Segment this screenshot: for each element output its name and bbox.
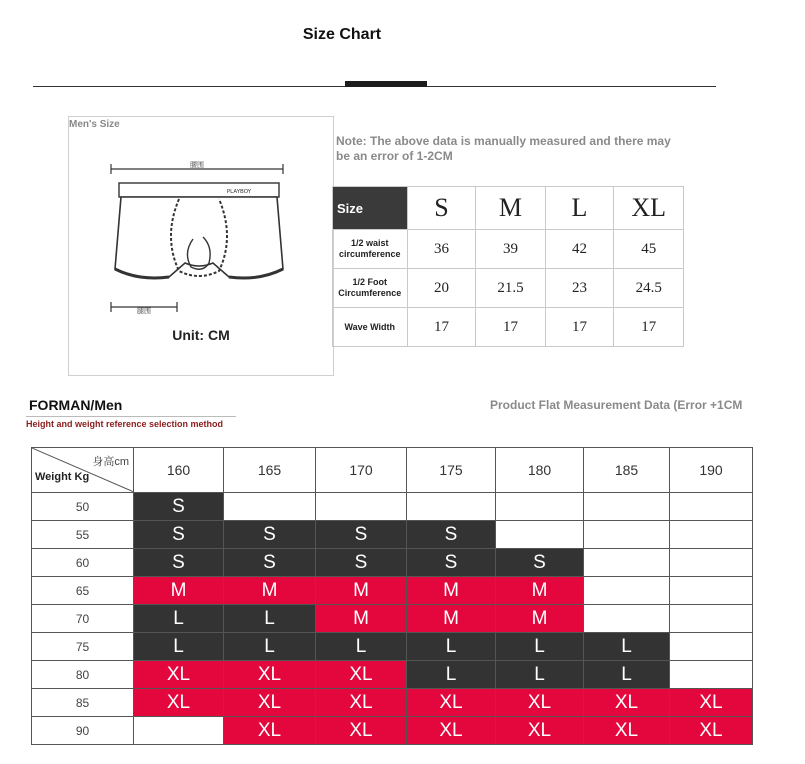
size-recommendation-cell: XL xyxy=(224,717,316,745)
size-recommendation-cell: XL xyxy=(407,717,496,745)
waist-row-label: 1/2 waist circumference xyxy=(333,230,408,269)
size-recommendation-cell xyxy=(584,521,670,549)
weight-label: 65 xyxy=(32,577,134,605)
wave-m: 17 xyxy=(476,308,545,347)
wave-row xyxy=(333,308,684,347)
weight-label: 80 xyxy=(32,661,134,689)
weight-row xyxy=(32,521,753,549)
leg-caption: 腿围 xyxy=(137,307,151,315)
size-recommendation-cell: XL xyxy=(316,717,407,745)
size-header-xl: XL xyxy=(614,187,684,230)
wave-row-label: Wave Width xyxy=(333,308,408,347)
garment-diagram-panel xyxy=(68,116,334,376)
weight-row xyxy=(32,549,753,577)
waist-xl: 45 xyxy=(614,230,684,269)
size-recommendation-cell xyxy=(670,605,753,633)
weight-label: 60 xyxy=(32,549,134,577)
size-recommendation-cell xyxy=(496,493,584,521)
size-recommendation-cell: XL xyxy=(224,689,316,717)
size-recommendation-cell xyxy=(134,717,224,745)
size-recommendation-cell: XL xyxy=(407,689,496,717)
size-recommendation-cell: XL xyxy=(316,689,407,717)
weight-row xyxy=(32,717,753,745)
height-header: 185 xyxy=(584,448,670,493)
size-recommendation-cell: L xyxy=(496,633,584,661)
boxer-brief-illustration xyxy=(99,157,299,317)
height-weight-table xyxy=(31,447,753,745)
size-header-s: S xyxy=(407,187,476,230)
size-recommendation-cell: S xyxy=(224,521,316,549)
measurement-table xyxy=(332,186,684,347)
size-recommendation-cell: M xyxy=(134,577,224,605)
size-recommendation-cell: L xyxy=(584,661,670,689)
brand-heading: FORMAN/Men xyxy=(29,397,123,413)
size-recommendation-cell xyxy=(670,661,753,689)
size-recommendation-cell: XL xyxy=(224,661,316,689)
title-divider-accent xyxy=(345,81,427,87)
size-recommendation-cell: XL xyxy=(134,689,224,717)
size-recommendation-cell: M xyxy=(496,605,584,633)
size-recommendation-cell: S xyxy=(134,493,224,521)
size-header-m: M xyxy=(476,187,545,230)
height-axis-label: 身高cm xyxy=(92,456,129,468)
size-recommendation-cell: XL xyxy=(496,717,584,745)
size-recommendation-cell: L xyxy=(224,605,316,633)
weight-axis-label: Weight Kg xyxy=(35,471,90,483)
waist-m: 39 xyxy=(476,230,545,269)
page-title: Size Chart xyxy=(302,26,382,43)
size-recommendation-cell xyxy=(584,493,670,521)
size-recommendation-cell: XL xyxy=(496,689,584,717)
size-recommendation-cell xyxy=(670,493,753,521)
size-recommendation-cell: M xyxy=(316,577,407,605)
table-corner xyxy=(32,448,134,493)
weight-label: 90 xyxy=(32,717,134,745)
size-recommendation-cell xyxy=(670,549,753,577)
size-recommendation-cell: L xyxy=(134,633,224,661)
weight-label: 50 xyxy=(32,493,134,521)
weight-label: 75 xyxy=(32,633,134,661)
size-recommendation-cell xyxy=(584,549,670,577)
weight-label: 55 xyxy=(32,521,134,549)
size-recommendation-cell xyxy=(670,577,753,605)
foot-m: 21.5 xyxy=(476,269,545,308)
brief-body xyxy=(115,197,283,278)
size-recommendation-cell: S xyxy=(496,549,584,577)
size-recommendation-cell: XL xyxy=(316,661,407,689)
weight-label: 70 xyxy=(32,605,134,633)
mens-size-label: Men's Size xyxy=(69,119,120,130)
wave-xl: 17 xyxy=(614,308,684,347)
size-recommendation-cell: XL xyxy=(670,717,753,745)
size-recommendation-cell: S xyxy=(134,521,224,549)
waist-caption: 腰围 xyxy=(190,161,204,169)
wave-l: 17 xyxy=(545,308,614,347)
size-recommendation-cell: L xyxy=(407,661,496,689)
brand-divider xyxy=(26,416,236,417)
size-recommendation-cell: L xyxy=(134,605,224,633)
waist-s: 36 xyxy=(407,230,476,269)
size-recommendation-cell: M xyxy=(407,605,496,633)
waistband xyxy=(119,183,279,197)
waist-l: 42 xyxy=(545,230,614,269)
size-recommendation-cell xyxy=(584,605,670,633)
height-header: 175 xyxy=(407,448,496,493)
size-recommendation-cell: M xyxy=(496,577,584,605)
weight-row xyxy=(32,577,753,605)
size-recommendation-cell xyxy=(584,577,670,605)
weight-row xyxy=(32,605,753,633)
measurement-note: Note: The above data is manually measured and there may be an error of 1-2CM xyxy=(336,134,671,163)
flat-measurement-note: Product Flat Measurement Data (Error +1CM xyxy=(490,398,743,412)
size-recommendation-cell: L xyxy=(496,661,584,689)
waistband-brand: PLAYBOY xyxy=(226,189,252,195)
foot-s: 20 xyxy=(407,269,476,308)
size-recommendation-cell xyxy=(407,493,496,521)
wave-s: 17 xyxy=(407,308,476,347)
selection-method-note: Height and weight reference selection method xyxy=(26,419,224,429)
height-header: 190 xyxy=(670,448,753,493)
foot-xl: 24.5 xyxy=(614,269,684,308)
waist-row xyxy=(333,230,684,269)
height-header-row xyxy=(32,448,753,493)
size-recommendation-cell: S xyxy=(224,549,316,577)
size-recommendation-cell: L xyxy=(584,633,670,661)
weight-row xyxy=(32,493,753,521)
size-recommendation-cell: M xyxy=(316,605,407,633)
size-recommendation-cell: XL xyxy=(584,717,670,745)
measurement-section xyxy=(68,116,684,374)
size-recommendation-cell: XL xyxy=(670,689,753,717)
size-recommendation-cell xyxy=(670,633,753,661)
weight-row xyxy=(32,661,753,689)
size-recommendation-cell xyxy=(496,521,584,549)
size-recommendation-cell: S xyxy=(316,549,407,577)
weight-row xyxy=(32,689,753,717)
height-header: 160 xyxy=(134,448,224,493)
size-recommendation-cell: L xyxy=(224,633,316,661)
size-recommendation-cell: XL xyxy=(134,661,224,689)
size-recommendation-cell: XL xyxy=(584,689,670,717)
weight-row xyxy=(32,633,753,661)
size-recommendation-cell xyxy=(670,521,753,549)
size-recommendation-cell xyxy=(316,493,407,521)
size-recommendation-cell: S xyxy=(134,549,224,577)
size-recommendation-cell xyxy=(224,493,316,521)
size-recommendation-cell: S xyxy=(407,521,496,549)
size-recommendation-cell: S xyxy=(407,549,496,577)
foot-l: 23 xyxy=(545,269,614,308)
measurement-header-row xyxy=(333,187,684,230)
size-recommendation-cell: L xyxy=(407,633,496,661)
height-header: 165 xyxy=(224,448,316,493)
height-header: 180 xyxy=(496,448,584,493)
size-header-label: Size xyxy=(333,187,408,230)
unit-label: Unit: CM xyxy=(172,327,230,343)
foot-row xyxy=(333,269,684,308)
size-recommendation-cell: S xyxy=(316,521,407,549)
size-header-l: L xyxy=(545,187,614,230)
size-recommendation-cell: M xyxy=(224,577,316,605)
foot-row-label: 1/2 Foot Circumference xyxy=(333,269,408,308)
size-recommendation-cell: M xyxy=(407,577,496,605)
height-header: 170 xyxy=(316,448,407,493)
weight-label: 85 xyxy=(32,689,134,717)
size-recommendation-cell: L xyxy=(316,633,407,661)
